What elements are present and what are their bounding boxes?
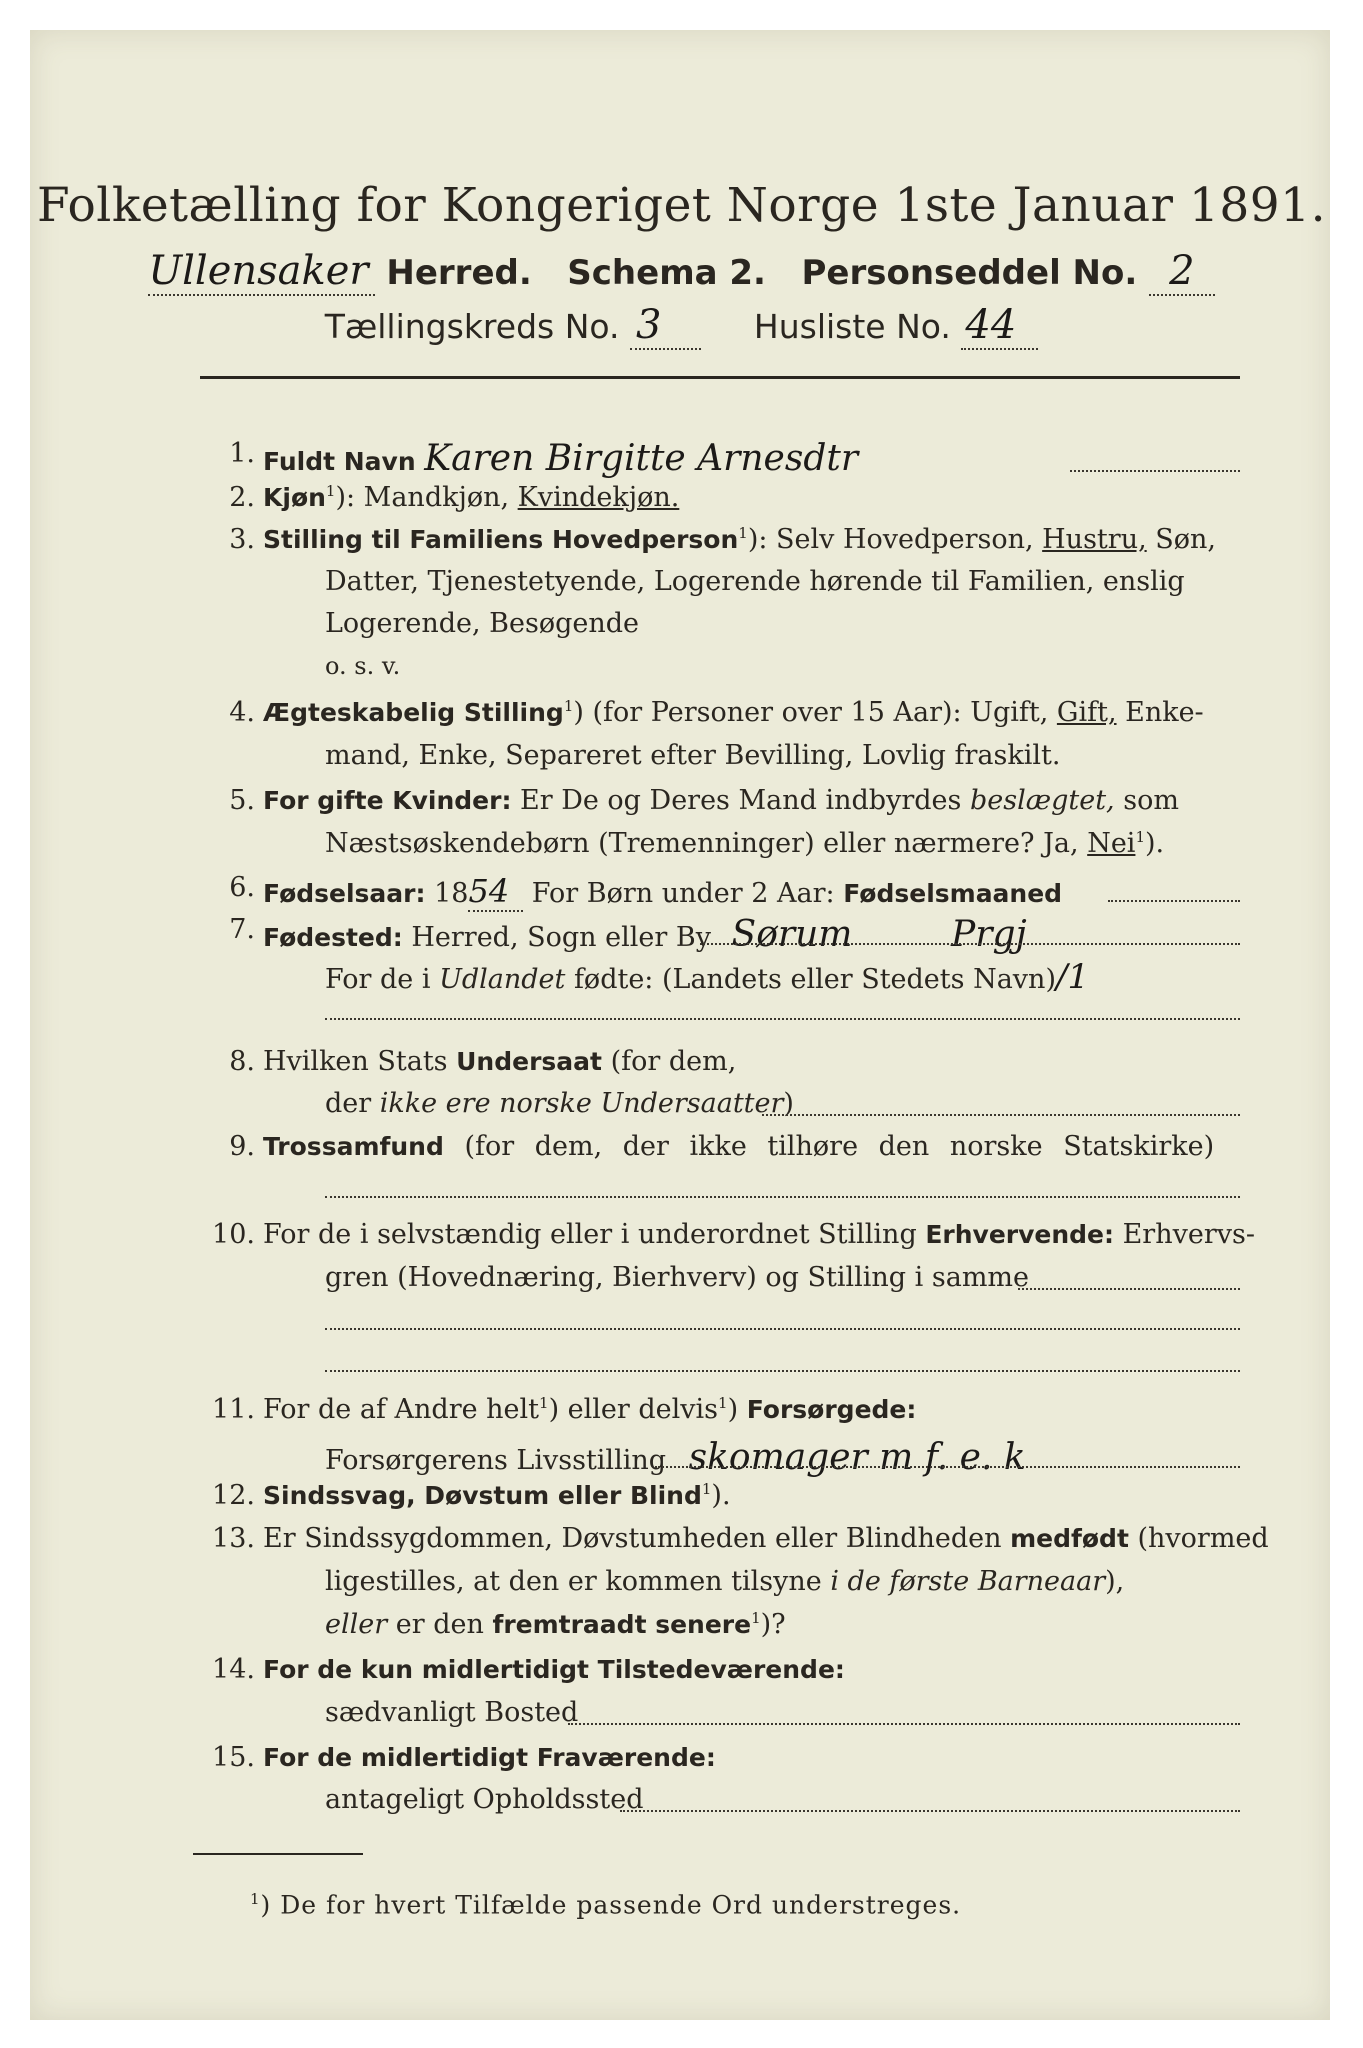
footnote-ref: 1 — [1135, 828, 1145, 846]
form-title: Folketælling for Kongeriget Norge 1ste Januar 1891. — [36, 178, 1327, 233]
field-text — [263, 1742, 716, 1773]
dotted-leader — [1018, 1288, 1240, 1290]
footnote-mark: 1 — [250, 1890, 261, 1908]
field-text — [263, 482, 679, 513]
field-label: For gifte Kvinder: — [263, 786, 512, 815]
field-3-line-3: Logerende, Besøgende — [325, 608, 639, 639]
dotted-leader — [620, 1810, 1240, 1812]
field-question: er den — [387, 1609, 493, 1640]
field-3-line-2: Datter, Tjenestetyende, Logerende hørende til Familien, enslig — [325, 566, 1185, 597]
field-number: 15. — [212, 1742, 255, 1773]
field-number: 1. — [229, 438, 255, 469]
field-question: )? — [760, 1609, 786, 1640]
footnote-ref: 1 — [325, 482, 336, 500]
field-text — [263, 1046, 736, 1077]
field-label: fremtraadt senere — [492, 1610, 752, 1639]
field-text — [263, 438, 858, 479]
field-text — [263, 914, 1027, 955]
field-label: Erhvervende: — [925, 1220, 1115, 1249]
footnote-ref: 1 — [738, 524, 748, 542]
field-number: 13. — [212, 1523, 255, 1554]
field-label: Fødested: — [263, 923, 403, 952]
field-question: (for dem, der ikke tilhøre den norske Statskirke) — [443, 1131, 1215, 1162]
footnote-divider — [193, 1853, 363, 1855]
field-text — [263, 697, 1204, 728]
field-4-line-2: mand, Enke, Separeret efter Bevilling, Lovlig fraskilt. — [325, 740, 1061, 771]
field-5-line-2 — [325, 828, 1164, 859]
field-question: Forsørgerens Livsstilling — [325, 1445, 667, 1476]
field-number: 2. — [229, 482, 255, 513]
field-text — [263, 524, 1216, 555]
dotted-leader — [325, 1018, 1240, 1020]
kreds-label: Tællingskreds No. — [324, 307, 620, 346]
full-name-value: Karen Birgitte Arnesdtr — [424, 438, 859, 479]
field-8-line-2 — [325, 1088, 794, 1119]
field-question: fødte: (Landets eller Stedets Navn) — [565, 964, 1056, 995]
field-question: For de i — [325, 964, 440, 995]
field-question: For Børn under 2 Aar: — [523, 878, 844, 909]
field-label: Fuldt Navn — [263, 447, 416, 476]
field-7-line-2 — [325, 957, 1089, 997]
field-question: der — [325, 1088, 380, 1119]
field-number: 12. — [212, 1480, 255, 1511]
footnote-text: ) De for hvert Tilfælde passende Ord understreges. — [260, 1890, 962, 1920]
personseddel-value: 2 — [1149, 248, 1214, 296]
field-question: som — [1114, 785, 1179, 816]
field-number: 10. — [212, 1219, 255, 1250]
field-number: 7. — [229, 914, 255, 945]
field-question: ). — [1144, 828, 1165, 859]
field-question-italic: i de første Barneaar — [830, 1566, 1106, 1597]
dotted-leader — [700, 943, 1240, 945]
field-label: Stilling til Familiens Hovedperson — [263, 525, 739, 554]
herred-label: Herred. — [386, 253, 532, 293]
birth-year-value: 54 — [468, 872, 523, 912]
field-question: Er Sindssygdommen, Døvstumheden eller Blindheden — [263, 1523, 1011, 1554]
dotted-leader — [325, 1370, 1240, 1372]
selected-option: Gift, — [1056, 697, 1117, 728]
form-header-line-2 — [0, 248, 1363, 296]
footnote-ref: 1 — [701, 1480, 712, 1498]
field-13-line-3 — [325, 1609, 786, 1640]
schema-label: Schema 2. — [567, 253, 766, 293]
field-question: Hvilken Stats — [263, 1046, 457, 1077]
field-question: (hvormed — [1128, 1523, 1269, 1554]
field-label: Trossamfund — [263, 1132, 444, 1161]
field-text — [263, 785, 1179, 816]
header-divider — [200, 376, 1240, 379]
field-text — [263, 1654, 845, 1685]
field-question: ) eller delvis — [548, 1394, 719, 1425]
form-header-line-3 — [0, 302, 1363, 350]
field-options: ): Mandkjøn, — [335, 482, 518, 513]
field-label: Undersaat — [456, 1047, 602, 1076]
field-number: 14. — [212, 1654, 255, 1685]
husliste-label: Husliste No. — [753, 307, 951, 346]
field-label: Forsørgede: — [746, 1395, 917, 1424]
field-14-line-2: sædvanligt Bosted — [325, 1697, 579, 1728]
field-text — [263, 1394, 916, 1425]
field-text — [263, 1480, 731, 1511]
dotted-leader — [1070, 470, 1240, 472]
dotted-leader — [325, 1328, 1240, 1330]
field-number: 9. — [229, 1131, 255, 1162]
birth-year-prefix: 18 — [425, 878, 469, 909]
footnote-ref: 1 — [718, 1394, 728, 1412]
field-question: Næstsøskendebørn (Tremenninger) eller nærmere? Ja, — [325, 828, 1088, 859]
footnote-ref: 1 — [751, 1609, 761, 1627]
field-number: 8. — [229, 1046, 255, 1077]
birthplace-parish-value: Sørum — [731, 914, 853, 955]
field-question: Herred, Sogn eller By — [402, 922, 711, 953]
dotted-leader — [762, 1114, 1240, 1116]
field-text — [263, 1131, 1214, 1162]
field-options: ) (for Personer over 15 Aar): Ugift, — [573, 697, 1057, 728]
dotted-leader — [655, 1466, 1240, 1468]
field-options: Enke- — [1116, 697, 1204, 728]
field-15-line-2: antageligt Opholdssted — [325, 1784, 644, 1815]
husliste-value: 44 — [961, 302, 1038, 350]
footnote-ref: 1 — [563, 697, 574, 715]
field-question: For de i selvstændig eller i underordnet Stilling — [263, 1219, 926, 1250]
field-question: (for dem, — [601, 1046, 737, 1077]
field-label: For de kun midlertidigt Tilstedeværende: — [263, 1655, 845, 1684]
field-question: ) — [727, 1394, 747, 1425]
field-question: ligestilles, at den er kommen tilsyne — [325, 1566, 831, 1597]
field-number: 3. — [229, 524, 255, 555]
field-question: For de af Andre helt — [263, 1394, 540, 1425]
field-number: 5. — [229, 785, 255, 816]
field-question: ). — [711, 1480, 731, 1511]
foreign-birthplace-value: /1 — [1055, 957, 1090, 997]
dotted-leader — [325, 1196, 1240, 1198]
field-label: For de midlertidigt Fraværende: — [263, 1743, 716, 1772]
herred-value: Ullensaker — [148, 248, 374, 296]
field-3-line-4: o. s. v. — [325, 652, 401, 680]
field-number: 6. — [229, 872, 255, 903]
field-label: Sindssvag, Døvstum eller Blind — [263, 1481, 702, 1510]
field-options: Søn, — [1146, 524, 1216, 555]
field-label: Kjøn — [263, 483, 326, 512]
field-label: medfødt — [1010, 1524, 1129, 1553]
selected-option: Nei — [1087, 828, 1136, 859]
field-11-line-2 — [325, 1437, 1026, 1478]
dotted-leader — [1108, 900, 1240, 902]
field-label: Fødselsmaaned — [843, 879, 1063, 908]
field-question: Er De og Deres Mand indbyrdes — [511, 785, 970, 816]
field-text — [263, 872, 1062, 912]
footnote — [250, 1890, 961, 1919]
field-question: ) — [783, 1088, 794, 1119]
field-number: 4. — [229, 697, 255, 728]
field-number: 11. — [212, 1394, 255, 1425]
field-question-italic: eller — [325, 1609, 388, 1640]
selected-option: Hustru, — [1042, 524, 1147, 555]
footnote-ref: 1 — [539, 1394, 549, 1412]
selected-option: Kvindekjøn. — [517, 482, 680, 513]
field-question-italic: ikke ere norske Undersaatter — [379, 1088, 784, 1119]
kreds-value: 3 — [630, 302, 701, 350]
field-question-italic: Udlandet — [439, 964, 566, 995]
field-text — [263, 1219, 1255, 1250]
field-label: Ægteskabelig Stilling — [263, 698, 564, 727]
field-10-line-2: gren (Hovednæring, Bierhverv) og Stilling i samme — [325, 1262, 1030, 1293]
field-question: ), — [1105, 1566, 1125, 1597]
field-label: Fødselsaar: — [263, 879, 426, 908]
field-text — [263, 1523, 1269, 1554]
provider-occupation-value: skomager m f. e. k — [688, 1437, 1026, 1478]
field-question: Erhvervs- — [1114, 1219, 1255, 1250]
field-question-italic: beslægtet, — [969, 785, 1115, 816]
field-13-line-2 — [325, 1566, 1124, 1597]
personseddel-label: Personseddel No. — [801, 253, 1138, 293]
dotted-leader — [568, 1723, 1240, 1725]
birthplace-type-value: Prgj — [951, 914, 1027, 955]
field-options: ): Selv Hovedperson, — [747, 524, 1043, 555]
